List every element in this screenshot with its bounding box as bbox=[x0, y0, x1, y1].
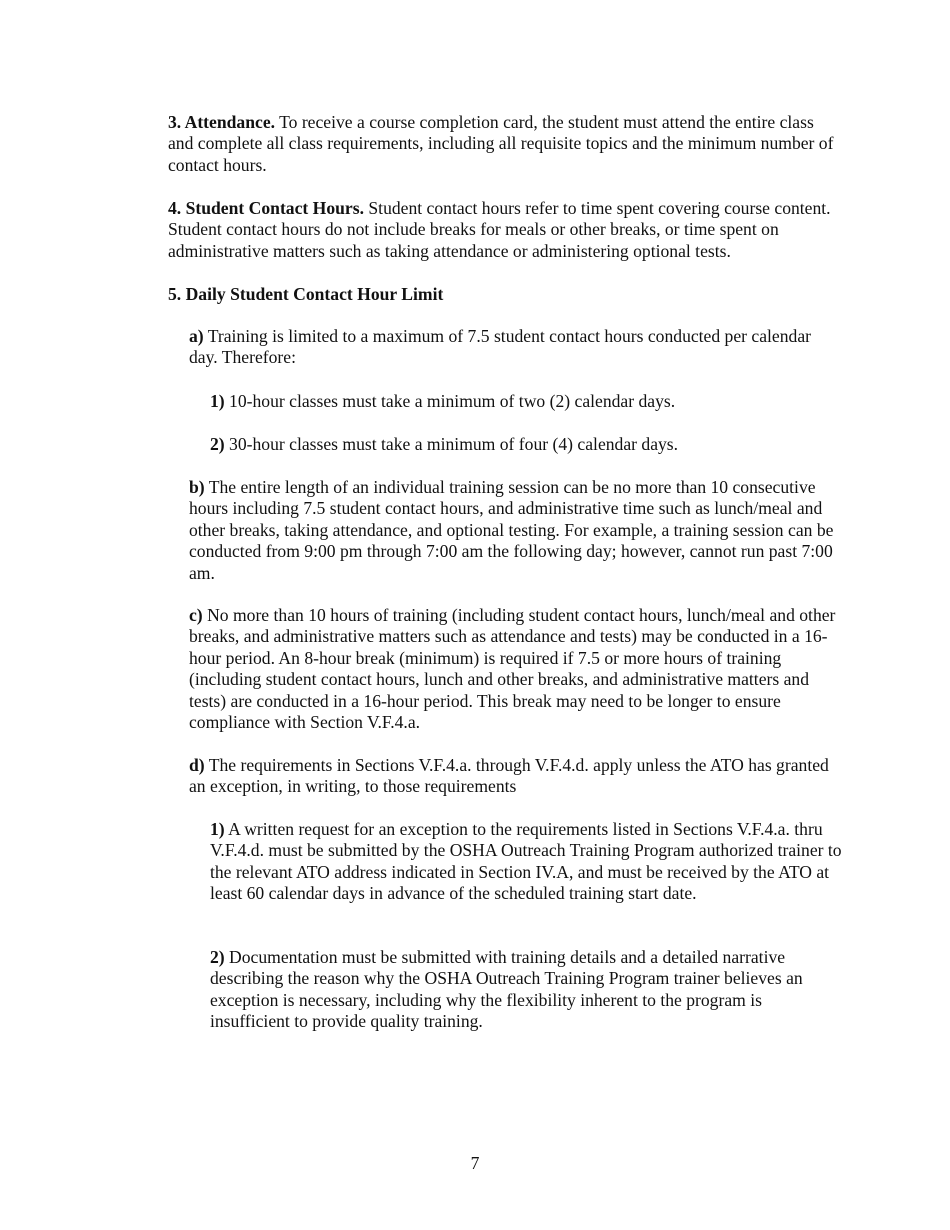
list-item-b bbox=[189, 477, 844, 584]
list-item-text: The requirements in Sections V.F.4.a. through V.F.4.d. apply unless the ATO has granted an exception, in writing, to those requirements bbox=[189, 755, 829, 797]
list-item-a bbox=[189, 326, 844, 369]
list-item-d-2 bbox=[210, 947, 844, 1033]
list-item-text: The entire length of an individual training session can be no more than 10 consecutive hours including 7.5 student contact hours, and administrative time such as lunch/meal and other breaks, taking attendance, and optional testing. For example, a training session can be conducted from 9:00 pm through 7:00 am the following day; however, cannot run past 7:00 am. bbox=[189, 477, 834, 583]
section-heading-daily-limit bbox=[168, 284, 843, 305]
list-item-label: 1) bbox=[210, 819, 225, 839]
list-item-d bbox=[189, 755, 844, 798]
paragraph-label: 4. Student Contact Hours. bbox=[168, 198, 364, 218]
list-item-a-2 bbox=[210, 434, 844, 455]
list-item-label: b) bbox=[189, 477, 205, 497]
paragraph-text: To receive a course completion card, the student must attend the entire class and complete all class requirements, including all requisite topics and the minimum number of contact hours. bbox=[168, 112, 834, 175]
list-item-label: d) bbox=[189, 755, 205, 775]
list-item-d-1 bbox=[210, 819, 844, 905]
paragraph-text: Student contact hours refer to time spent covering course content. Student contact hours do not include breaks for meals or other breaks, or time spent on administrative matters such as taking attendance or administering optional tests. bbox=[168, 198, 831, 261]
list-item-text: 30-hour classes must take a minimum of four (4) calendar days. bbox=[224, 434, 679, 454]
list-item-label: c) bbox=[189, 605, 203, 625]
paragraph-student-contact-hours bbox=[168, 198, 843, 262]
list-item-a-1 bbox=[210, 391, 844, 412]
paragraph-attendance bbox=[168, 112, 843, 176]
list-item-text: A written request for an exception to the requirements listed in Sections V.F.4.a. thru V.F.4.d. must be submitted by the OSHA Outreach Training Program authorized trainer to the relevant ATO address indicated in Section IV.A, and must be received by the ATO at least 60 calendar days in advance of the scheduled training start date. bbox=[210, 819, 842, 904]
list-item-label: a) bbox=[189, 326, 204, 346]
list-item-label: 2) bbox=[210, 947, 225, 967]
page-number: 7 bbox=[470, 1153, 480, 1173]
paragraph-label: 5. Daily Student Contact Hour Limit bbox=[168, 284, 444, 304]
list-item-label: 1) bbox=[210, 391, 225, 411]
list-item-label: 2) bbox=[210, 434, 225, 454]
list-item-text: Documentation must be submitted with training details and a detailed narrative describing the reason why the OSHA Outreach Training Program trainer believes an exception is necessary, including why the flexibility inherent to the program is insufficient to provide quality training. bbox=[210, 947, 803, 1032]
list-item-text: Training is limited to a maximum of 7.5 student contact hours conducted per calendar day. Therefore: bbox=[189, 326, 812, 368]
list-item-text: No more than 10 hours of training (including student contact hours, lunch/meal and other breaks, and administrative matters such as attendance and tests) may be conducted in a 16-hour period. An 8-hour break (minimum) is required if 7.5 or more hours of training (including student contact hours, lunch and other breaks, and administrative matters and tests) are conducted in a 16-hour period. This break may need to be longer to ensure compliance with Section V.F.4.a. bbox=[189, 605, 836, 733]
list-item-text: 10-hour classes must take a minimum of two (2) calendar days. bbox=[224, 391, 676, 411]
list-item-c bbox=[189, 605, 844, 733]
paragraph-label: 3. Attendance. bbox=[168, 112, 276, 132]
